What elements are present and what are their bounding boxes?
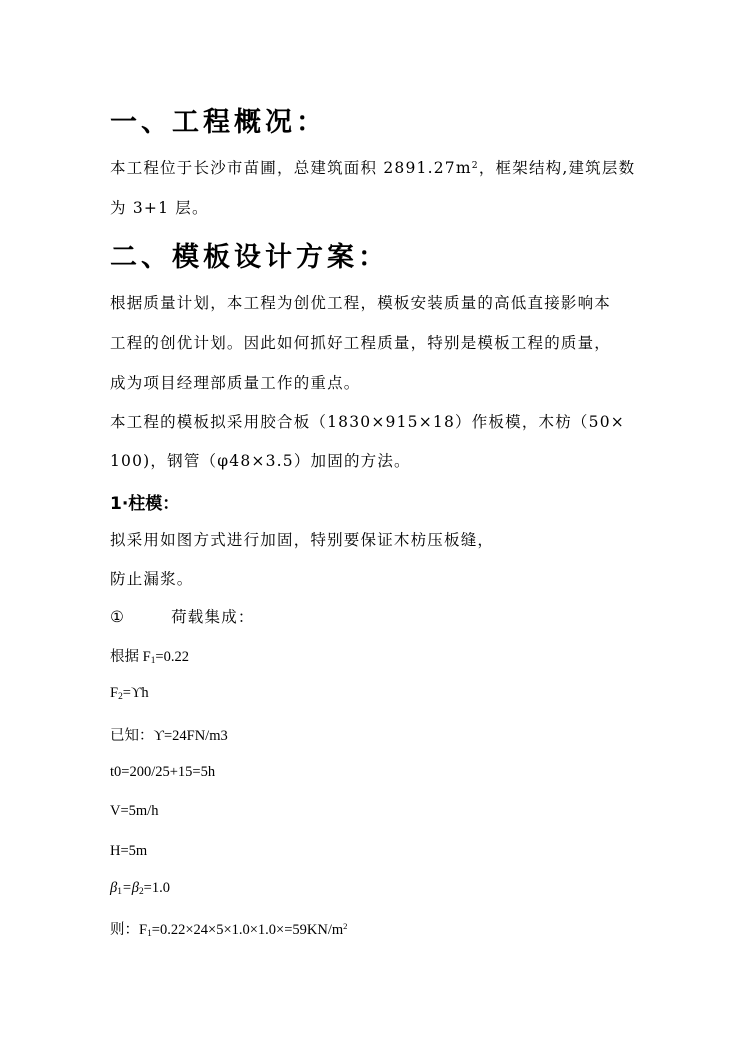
superscript: 2 [343, 921, 348, 932]
subscript: 1 [147, 929, 152, 940]
text: =β [121, 880, 139, 896]
formula-t0: t0=200/25+15=5h [110, 764, 216, 780]
text: =ϒh [122, 685, 149, 701]
section-2-paragraph-1-line-1: 根据质量计划，本工程为创优工程，模板安装质量的高低直接影响本 [110, 294, 612, 312]
section-2-paragraph-1-line-2: 工程的创优计划。因此如何抓好工程质量，特别是模板工程的质量， [110, 334, 612, 352]
section-2-paragraph-2-line-2: 100)，钢管（φ48×3.5）加固的方法。 [110, 452, 411, 470]
formula-f1 [110, 645, 189, 666]
text: β [110, 880, 118, 896]
formula-f2 [110, 685, 149, 702]
subscript: 2 [138, 887, 144, 898]
formula-h: H=5m [110, 843, 148, 859]
item-marker: ① [110, 608, 126, 626]
column-formwork-paragraph-line-2: 防止漏浆。 [110, 570, 194, 588]
section-1-heading: 一、工程概况： [110, 107, 327, 138]
column-formwork-paragraph-line-1: 拟采用如图方式进行加固，特别要保证木枋压板缝， [110, 531, 495, 549]
formula-beta [110, 880, 170, 897]
text: =1.0 [143, 880, 170, 896]
formula-known: 已知：ϒ=24FN/m3 [110, 728, 228, 744]
section-2-paragraph-1-line-3: 成为项目经理部质量工作的重点。 [110, 374, 361, 392]
column-formwork-heading: 1·柱模： [110, 494, 180, 514]
section-1-paragraph-line-1 [110, 156, 635, 178]
text: ，框架结构,建筑层数 [478, 159, 636, 177]
subscript: 2 [118, 692, 123, 703]
text: =0.22 [155, 649, 189, 665]
formula-v: V=5m/h [110, 803, 159, 819]
text: =0.22×24×5×1.0×1.0×=59KN/m [151, 922, 344, 938]
item-text: 荷载集成： [171, 608, 255, 626]
text: 本工程位于长沙市苗圃，总建筑面积 2891.27m [110, 159, 472, 177]
subscript: 1 [117, 887, 122, 898]
text: F [110, 685, 119, 701]
superscript: 2 [471, 159, 479, 171]
load-item [110, 605, 255, 627]
section-2-paragraph-2-line-1: 本工程的模板拟采用胶合板（1830×915×18）作板模，木枋（50× [110, 413, 625, 431]
text: 根据 F [110, 649, 151, 665]
text: 则：F [110, 922, 148, 938]
section-2-heading: 二、模板设计方案： [110, 242, 389, 273]
subscript: 1 [150, 656, 156, 667]
formula-result [110, 918, 348, 939]
section-1-paragraph-line-2: 为 3+1 层。 [110, 199, 209, 217]
